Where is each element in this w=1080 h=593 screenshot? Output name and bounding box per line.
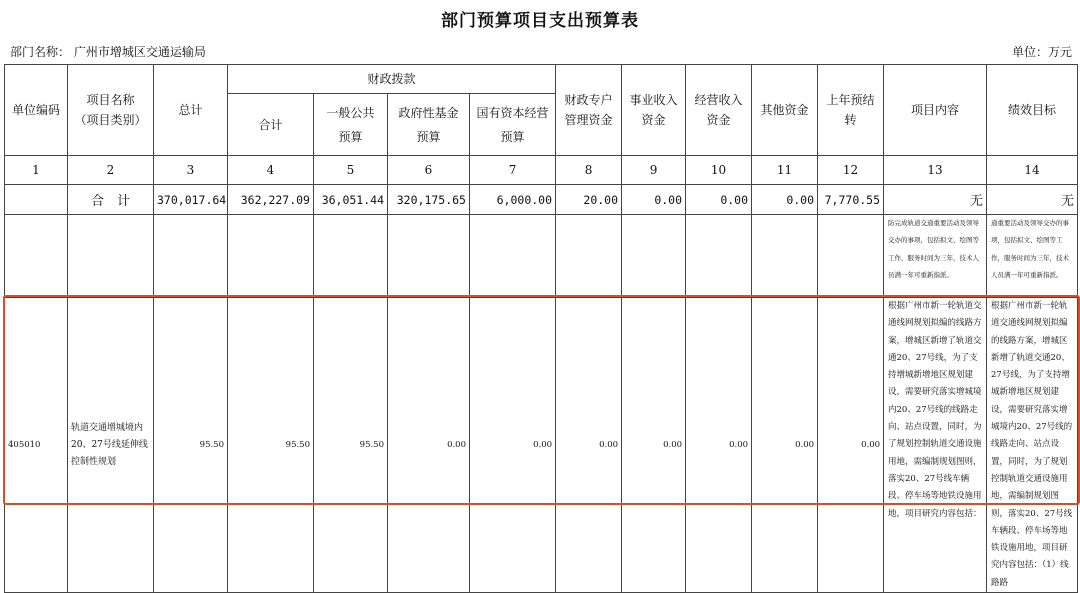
project-code: 405010 <box>5 298 68 593</box>
table-cell <box>686 215 752 298</box>
col-number: 6 <box>388 156 470 185</box>
col-number: 13 <box>884 156 987 185</box>
project-value: 0.00 <box>686 298 752 593</box>
header-other: 其他资金 <box>752 65 818 156</box>
total-value: 7,770.55 <box>818 185 884 215</box>
table-cell <box>68 215 154 298</box>
col-number: 2 <box>68 156 154 185</box>
total-value: 0.00 <box>686 185 752 215</box>
header-gov-fund: 政府性基金 预算 <box>388 94 470 156</box>
project-content: 根据广州市新一轮轨道交通线网规划拟编的线路方案，增城区新增了轨道交通20、27号线，为了支持增城新增地区规划建设，需要研究落实增城境内20、27号线的线路走向、站点设置，同时，为了规划控制轨道交通设施用地，需编制规划图则，落实20、27号线车辆段、停车场等地铁设施用地，项目研究内容包括： <box>884 298 987 593</box>
total-goal: 无 <box>987 185 1078 215</box>
project-value: 0.00 <box>752 298 818 593</box>
total-value: 20.00 <box>556 185 622 215</box>
header-state-capital: 国有资本经营 预算 <box>470 94 556 156</box>
table-cell <box>622 215 686 298</box>
column-number-row <box>5 156 1078 185</box>
total-label: 合 计 <box>68 185 154 215</box>
total-value: 362,227.09 <box>228 185 314 215</box>
table-cell <box>752 215 818 298</box>
header-content: 项目内容 <box>884 65 987 156</box>
header-special: 财政专户 管理资金 <box>556 65 622 156</box>
header-goal: 绩效目标 <box>987 65 1078 156</box>
col-number: 1 <box>5 156 68 185</box>
project-value: 0.00 <box>622 298 686 593</box>
header-unit-code: 单位编码 <box>5 65 68 156</box>
header-total: 总计 <box>154 65 228 156</box>
department-label: 部门名称： 广州市增城区交通运输局 <box>10 45 206 59</box>
table-cell <box>314 215 388 298</box>
project-goal: 根据广州市新一轮轨道交通线网规划拟编的线路方案，增城区新增了轨道交通20、27号线，为了支持增城新增地区规划建设，需要研究落实增城境内20、27号线的线路走向、站点设置，同时，为了规划控制轨道交通设施用地，需编制规划图则，落实20、27号线车辆段、停车场等地铁设施用地，项目研究内容包括：（1）线路路 <box>987 298 1078 593</box>
budget-table <box>4 64 1078 593</box>
col-number: 10 <box>686 156 752 185</box>
col-number: 8 <box>556 156 622 185</box>
col-number: 9 <box>622 156 686 185</box>
table-cell <box>470 215 556 298</box>
col-number: 3 <box>154 156 228 185</box>
table-cell <box>154 215 228 298</box>
total-content: 无 <box>884 185 987 215</box>
header-business: 事业收入 资金 <box>622 65 686 156</box>
total-value: 36,051.44 <box>314 185 388 215</box>
col-number: 5 <box>314 156 388 185</box>
unit-label: 单位：万元 <box>1011 45 1072 59</box>
header-fiscal: 财政拨款 <box>228 65 556 94</box>
project-value: 95.50 <box>314 298 388 593</box>
header-carryover: 上年预结 转 <box>818 65 884 156</box>
total-value: 6,000.00 <box>470 185 556 215</box>
project-value: 95.50 <box>154 298 228 593</box>
total-row <box>5 185 1078 215</box>
previous-project-row <box>5 215 1078 298</box>
project-value: 0.00 <box>388 298 470 593</box>
header-operating: 经营收入 资金 <box>686 65 752 156</box>
header-general: 一般公共 预算 <box>314 94 388 156</box>
table-cell <box>5 215 68 298</box>
total-value: 320,175.65 <box>388 185 470 215</box>
project-value: 95.50 <box>228 298 314 593</box>
project-row <box>5 298 1078 593</box>
header-project-name: 项目名称 （项目类别） <box>68 65 154 156</box>
project-value: 0.00 <box>470 298 556 593</box>
table-cell <box>818 215 884 298</box>
total-value: 370,017.64 <box>154 185 228 215</box>
col-number: 7 <box>470 156 556 185</box>
col-number: 14 <box>987 156 1078 185</box>
table-cell <box>228 215 314 298</box>
total-code <box>5 185 68 215</box>
total-value: 0.00 <box>622 185 686 215</box>
col-number: 12 <box>818 156 884 185</box>
previous-goal: 通重要活动及领导交办的事项，包括拟文、绘图等工作，服务时间为三年，技术人员满一年可重新指派。 <box>987 215 1078 298</box>
project-value: 0.00 <box>818 298 884 593</box>
header-fiscal-sum: 合计 <box>228 94 314 156</box>
table-cell <box>388 215 470 298</box>
page-title: 部门预算项目支出预算表 <box>441 11 639 31</box>
col-number: 4 <box>228 156 314 185</box>
table-cell <box>556 215 622 298</box>
project-value: 0.00 <box>556 298 622 593</box>
col-number: 11 <box>752 156 818 185</box>
project-name: 轨道交通增城境内20、27号线延伸线控制性规划 <box>68 298 154 593</box>
total-value: 0.00 <box>752 185 818 215</box>
previous-content: 防完成轨道交通重要活动及领导交办的事项，包括拟文、绘图等工作，服务时间为三年，技术人员满一年可重新指派。 <box>884 215 987 298</box>
